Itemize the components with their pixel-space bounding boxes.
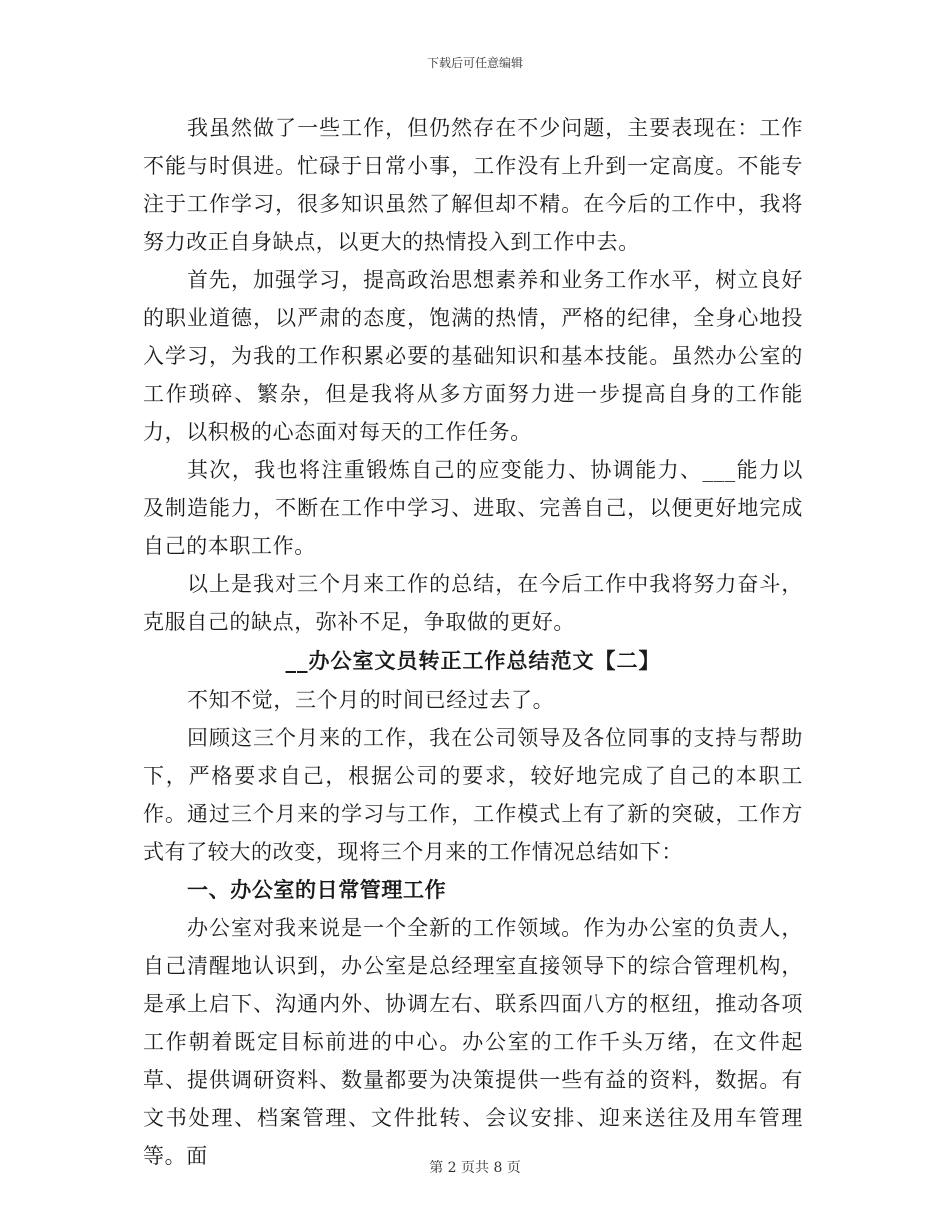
paragraph: 回顾这三个月来的工作，我在公司领导及各位同事的支持与帮助下，严格要求自己，根据公司的要求，较好地完成了自己的本职工作。通过三个月来的学习与工作，工作模式上有了新的突破，工作方式有了较大的改变，现将三个月来的工作情况总结如下： — [143, 726, 803, 864]
page-footer: 第 2 页共 8 页 — [429, 1160, 521, 1176]
section-subheading: 一、办公室的日常管理工作 — [187, 877, 447, 902]
paragraph: 不知不觉，三个月的时间已经过去了。 — [187, 688, 555, 712]
paragraph: 办公室对我来说是一个全新的工作领域。作为办公室的负责人，自己清醒地认识到，办公室是总经理室直接领导下的综合管理机构，是承上启下、沟通内外、协调左右、联系四面八方的枢纽，推动各项工作朝着既定目标前进的中心。办公室的工作千头万绪，在文件起草、提供调研资料、数量都要为决策提供一些有益的资料，数据。有文书处理、档案管理、文件批转、会议安排、迎来送往及用车管理等。面 — [143, 916, 803, 1168]
page-header: 下载后可任意编辑 — [426, 56, 523, 70]
paragraph: 以上是我对三个月来工作的总结，在今后工作中我将努力奋斗，克服自己的缺点，弥补不足，争取做的更好。 — [143, 572, 803, 634]
document-body — [143, 109, 803, 1175]
paragraph: 首先，加强学习，提高政治思想素养和业务工作水平，树立良好的职业道德，以严肃的态度，饱满的热情，严格的纪律，全身心地投入学习，为我的工作积累必要的基础知识和基本技能。虽然办公室的工作琐碎、繁杂，但是我将从多方面努力进一步提高自身的工作能力，以积极的心态面对每天的工作任务。 — [143, 268, 803, 444]
paragraph: 我虽然做了一些工作，但仍然存在不少问题，主要表现在：工作不能与时俱进。忙碌于日常小事，工作没有上升到一定高度。不能专注于工作学习，很多知识虽然了解但却不精。在今后的工作中，我将努力改正自身缺点，以更大的热情投入到工作中去。 — [143, 116, 803, 254]
paragraph: 其次，我也将注重锻炼自己的应变能力、协调能力、___能力以及制造能力，不断在工作中学习、进取、完善自己，以便更好地完成自己的本职工作。 — [143, 458, 803, 558]
section-title: __办公室文员转正工作总结范文【二】 — [285, 648, 661, 673]
